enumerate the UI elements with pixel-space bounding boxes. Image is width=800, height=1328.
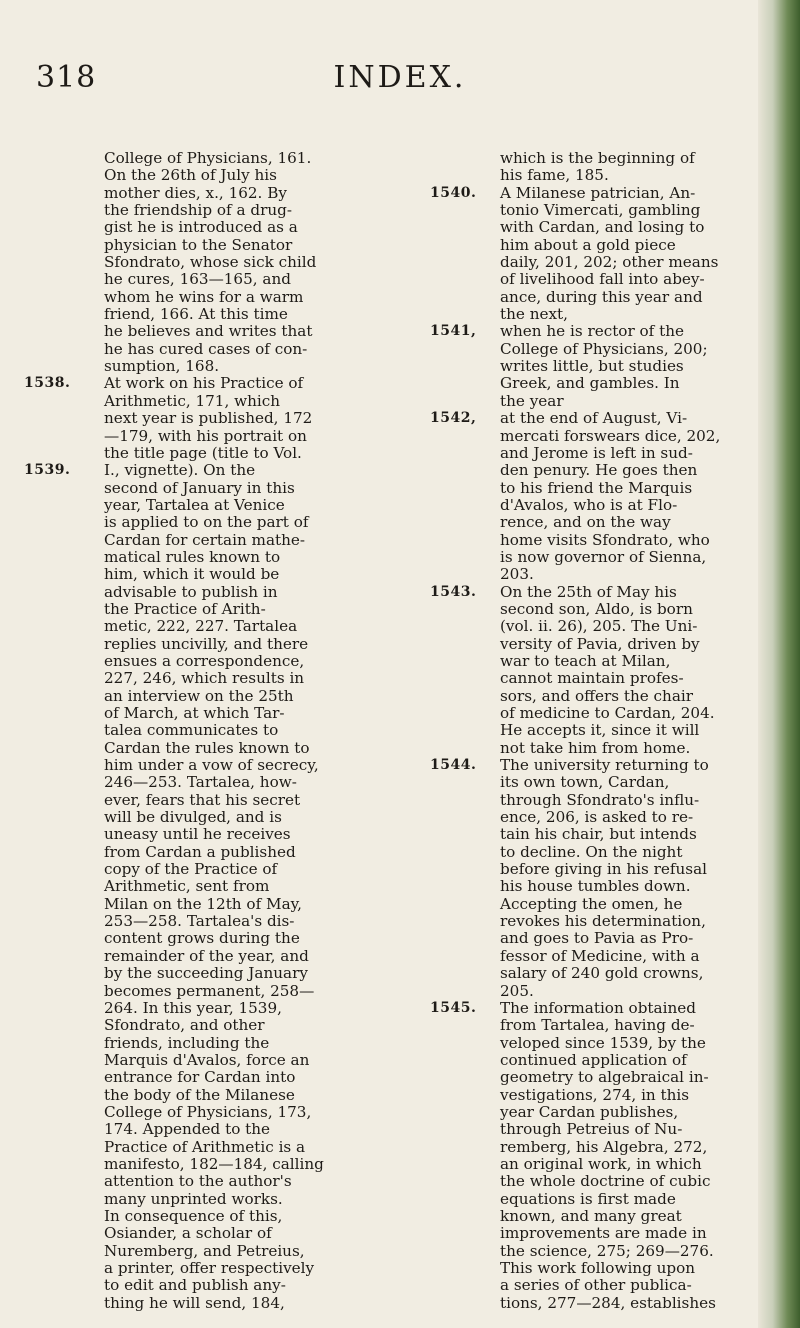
text-line: ence, 206, is asked to re-: [500, 808, 694, 827]
text-line: The university returning to: [500, 756, 709, 775]
text-line: Greek, and gambles. In: [500, 374, 680, 393]
text-line: content grows during the: [104, 929, 300, 948]
year-marker: 1544.: [430, 757, 477, 774]
text-line: 203.: [500, 565, 534, 584]
text-line: will be divulged, and is: [104, 808, 282, 827]
text-line: physician to the Senator: [104, 235, 293, 254]
text-line: attention to the author's: [104, 1172, 292, 1191]
text-line: the friendship of a drug-: [104, 201, 293, 220]
text-line: Osiander, a scholar of: [104, 1224, 272, 1243]
text-line: Cardan for certain mathe-: [104, 530, 306, 549]
text-line: The information obtained: [500, 998, 696, 1017]
entry-text: [104, 375, 414, 462]
text-line: Arithmetic, 171, which: [104, 391, 281, 410]
text-line: which is the beginning of: [500, 149, 695, 167]
entry-text: [500, 323, 760, 410]
index-entry: [430, 150, 760, 185]
text-line: of March, at which Tar-: [104, 704, 285, 722]
text-line: him, which it would be: [104, 565, 280, 584]
index-entry: [430, 410, 760, 583]
text-line: College of Physicians, 161.: [104, 149, 312, 167]
text-line: is now governor of Sienna,: [500, 547, 707, 566]
entry-text: [500, 410, 760, 583]
text-line: an interview on the 25th: [104, 686, 294, 705]
text-line: improvements are made in: [500, 1224, 707, 1243]
index-entry: [430, 1000, 760, 1312]
text-line: ever, fears that his secret: [104, 790, 301, 809]
text-line: to his friend the Marquis: [500, 478, 693, 497]
text-line: d'Avalos, who is at Flo-: [500, 495, 678, 514]
text-line: remainder of the year, and: [104, 946, 309, 965]
text-line: the science, 275; 269—276.: [500, 1241, 714, 1260]
text-line: fessor of Medicine, with a: [500, 946, 700, 965]
text-line: when he is rector of the: [500, 322, 685, 341]
text-line: College of Physicians, 173,: [104, 1102, 312, 1121]
year-marker: 1541,: [430, 323, 477, 340]
text-line: salary of 240 gold crowns,: [500, 964, 704, 983]
text-line: him about a gold piece: [500, 235, 676, 254]
index-entry: [24, 375, 414, 462]
text-line: to edit and publish any-: [104, 1276, 286, 1295]
text-line: I., vignette). On the: [104, 461, 256, 480]
text-line: 174. Appended to the: [104, 1120, 271, 1139]
text-line: den penury. He goes then: [500, 461, 698, 480]
text-line: Practice of Arithmetic is a: [104, 1137, 306, 1156]
text-line: home visits Sfondrato, who: [500, 530, 710, 549]
text-line: versity of Pavia, driven by: [500, 634, 700, 653]
index-entry: [24, 462, 414, 1312]
text-line: known, and many great: [500, 1206, 682, 1225]
text-line: mother dies, x., 162. By: [104, 183, 287, 202]
text-line: Milan on the 12th of May,: [104, 894, 303, 913]
entry-text: [500, 584, 760, 757]
text-line: sumption, 168.: [104, 357, 220, 376]
text-line: At work on his Practice of: [104, 374, 304, 393]
text-line: second son, Aldo, is born: [500, 599, 693, 618]
text-line: the title page (title to Vol.: [104, 443, 302, 462]
text-line: daily, 201, 202; other means: [500, 253, 719, 272]
text-line: copy of the Practice of: [104, 860, 278, 879]
running-head: INDEX.: [333, 60, 467, 95]
text-line: metic, 222, 227. Tartalea: [104, 617, 298, 636]
text-line: ance, during this year and: [500, 287, 703, 306]
entry-text: [104, 150, 414, 375]
text-line: through Petreius of Nu-: [500, 1120, 683, 1139]
text-line: 253—258. Tartalea's dis-: [104, 912, 295, 931]
text-line: vestigations, 274, in this: [500, 1085, 690, 1104]
text-line: year, Tartalea at Venice: [104, 495, 285, 514]
text-line: war to teach at Milan,: [500, 651, 671, 670]
text-line: becomes permanent, 258—: [104, 981, 315, 1000]
text-line: he has cured cases of con-: [104, 339, 308, 358]
text-line: —179, with his portrait on: [104, 426, 307, 445]
scan-edge: [758, 0, 800, 1328]
text-line: 227, 246, which results in: [104, 669, 305, 688]
text-line: the body of the Milanese: [104, 1085, 295, 1104]
entry-text: [500, 150, 760, 185]
text-line: A Milanese patrician, An-: [500, 183, 696, 202]
entry-text: [104, 462, 414, 1312]
text-line: friends, including the: [104, 1033, 270, 1052]
text-line: equations is first made: [500, 1189, 676, 1208]
text-line: whom he wins for a warm: [104, 287, 304, 306]
year-marker: 1540.: [430, 184, 477, 201]
text-line: 246—253. Tartalea, how-: [104, 773, 297, 792]
text-line: talea communicates to: [104, 721, 279, 740]
text-line: a printer, offer respectively: [104, 1259, 315, 1277]
entry-text: [500, 1000, 760, 1312]
text-line: many unprinted works.: [104, 1189, 283, 1208]
text-line: to decline. On the night: [500, 842, 683, 861]
text-line: advisable to publish in: [104, 582, 278, 601]
year-marker: 1542,: [430, 410, 477, 427]
text-line: This work following upon: [500, 1259, 696, 1277]
text-line: gist he is introduced as a: [104, 218, 298, 237]
text-line: Cardan the rules known to: [104, 738, 310, 757]
text-line: by the succeeding January: [104, 964, 308, 983]
text-line: tions, 277—284, establishes: [500, 1293, 716, 1312]
text-line: On the 26th of July his: [104, 166, 277, 185]
text-line: Arithmetic, sent from: [104, 877, 270, 896]
text-line: 205.: [500, 981, 534, 1000]
text-line: rence, and on the way: [500, 513, 671, 532]
text-line: through Sfondrato's influ-: [500, 790, 700, 809]
text-line: the year: [500, 391, 564, 410]
text-line: next year is published, 172: [104, 409, 313, 428]
text-line: friend, 166. At this time: [104, 305, 288, 324]
text-line: remberg, his Algebra, 272,: [500, 1137, 708, 1156]
text-line: entrance for Cardan into: [104, 1068, 296, 1087]
text-line: Accepting the omen, he: [500, 894, 683, 913]
text-line: of medicine to Cardan, 204.: [500, 704, 715, 722]
text-line: geometry to algebraical in-: [500, 1068, 709, 1087]
text-line: continued application of: [500, 1050, 687, 1069]
text-line: second of January in this: [104, 478, 295, 497]
index-entry: [430, 185, 760, 324]
text-line: replies uncivilly, and there: [104, 634, 309, 653]
text-line: he cures, 163—165, and: [104, 270, 291, 289]
text-line: uneasy until he receives: [104, 825, 291, 844]
text-line: writes little, but studies: [500, 357, 684, 376]
page-number: 318: [36, 60, 97, 95]
text-line: Marquis d'Avalos, force an: [104, 1050, 310, 1069]
text-line: tain his chair, but intends: [500, 825, 697, 844]
left-column: [24, 150, 414, 1312]
text-line: sors, and offers the chair: [500, 686, 693, 705]
text-line: the next,: [500, 305, 568, 324]
text-line: thing he will send, 184,: [104, 1293, 285, 1312]
text-line: matical rules known to: [104, 547, 281, 566]
index-entry: [430, 757, 760, 1000]
text-line: from Tartalea, having de-: [500, 1016, 695, 1035]
index-entry: [430, 323, 760, 410]
text-line: 264. In this year, 1539,: [104, 998, 282, 1017]
text-line: He accepts it, since it will: [500, 721, 700, 740]
text-line: and goes to Pavia as Pro-: [500, 929, 694, 948]
text-line: College of Physicians, 200;: [500, 339, 708, 358]
text-line: of livelihood fall into abey-: [500, 270, 705, 289]
text-line: not take him from home.: [500, 738, 691, 757]
text-line: tonio Vimercati, gambling: [500, 201, 701, 220]
text-line: mercati forswears dice, 202,: [500, 426, 721, 445]
text-line: the whole doctrine of cubic: [500, 1172, 711, 1191]
text-line: revokes his determination,: [500, 912, 706, 931]
index-entry: [430, 584, 760, 757]
text-line: (vol. ii. 26), 205. The Uni-: [500, 617, 698, 636]
text-line: ensues a correspondence,: [104, 651, 305, 670]
text-line: a series of other publica-: [500, 1276, 692, 1295]
text-line: On the 25th of May his: [500, 582, 677, 601]
index-entry: [24, 150, 414, 375]
text-line: manifesto, 182—184, calling: [104, 1154, 324, 1173]
text-line: he believes and writes that: [104, 322, 313, 341]
text-line: the Practice of Arith-: [104, 599, 266, 618]
year-marker: 1539.: [24, 462, 71, 479]
text-line: In consequence of this,: [104, 1206, 283, 1225]
entry-text: [500, 185, 760, 324]
right-column: [430, 150, 760, 1312]
text-line: at the end of August, Vi-: [500, 409, 688, 428]
year-marker: 1543.: [430, 583, 477, 600]
text-line: veloped since 1539, by the: [500, 1033, 706, 1052]
text-line: before giving in his refusal: [500, 860, 707, 879]
year-marker: 1545.: [430, 999, 477, 1016]
text-line: Sfondrato, and other: [104, 1016, 265, 1035]
text-line: Nuremberg, and Petreius,: [104, 1241, 305, 1260]
text-line: him under a vow of secrecy,: [104, 756, 319, 775]
text-line: year Cardan publishes,: [500, 1102, 679, 1121]
text-line: with Cardan, and losing to: [500, 218, 705, 237]
text-line: and Jerome is left in sud-: [500, 443, 693, 462]
text-line: his house tumbles down.: [500, 877, 691, 896]
text-line: from Cardan a published: [104, 842, 296, 861]
text-line: is applied to on the part of: [104, 513, 309, 532]
text-line: cannot maintain profes-: [500, 669, 684, 688]
text-line: his fame, 185.: [500, 166, 609, 185]
text-line: its own town, Cardan,: [500, 773, 670, 792]
text-line: an original work, in which: [500, 1154, 702, 1173]
year-marker: 1538.: [24, 375, 71, 392]
text-line: Sfondrato, whose sick child: [104, 253, 317, 272]
entry-text: [500, 757, 760, 1000]
